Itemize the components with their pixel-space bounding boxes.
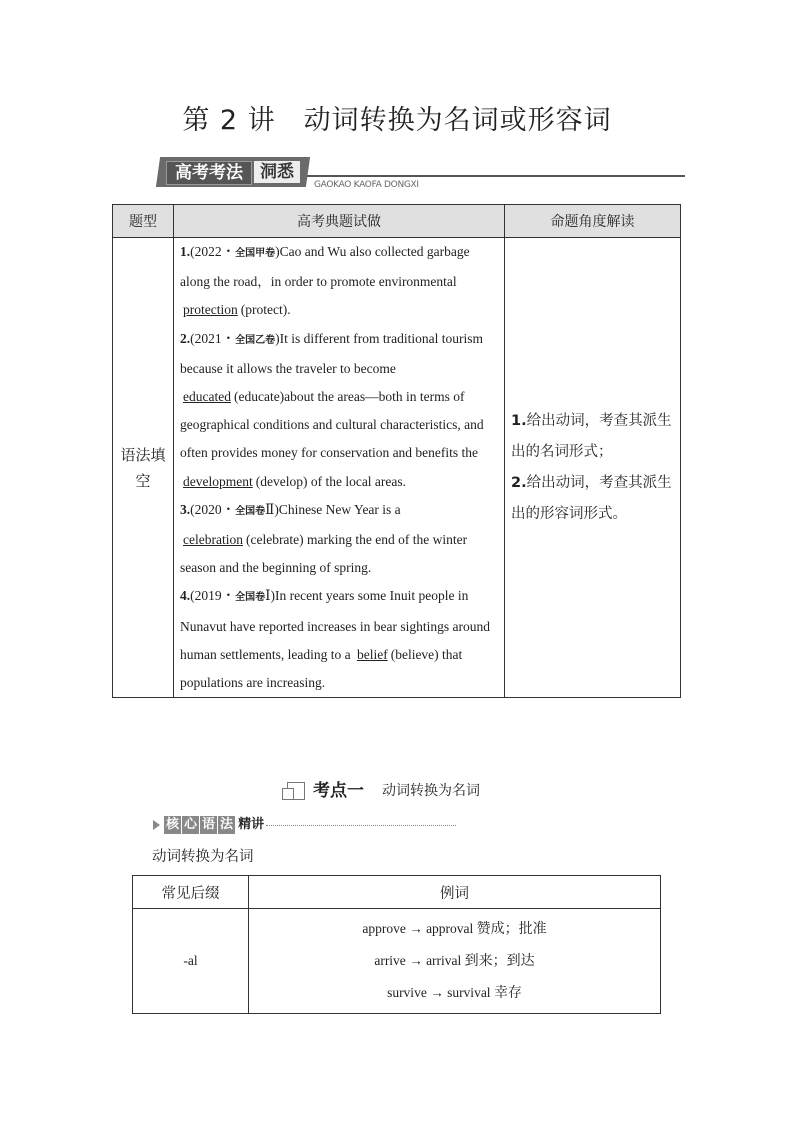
example-text: )It is different from traditional tourism because it allows the traveler to become bbox=[180, 330, 483, 376]
answer-blank: celebration bbox=[183, 532, 243, 548]
header-type: 题型 bbox=[113, 205, 174, 238]
example-number: 4. bbox=[180, 588, 191, 604]
analysis-text: 给出动词，考查其派生出的形容词形式。 bbox=[511, 474, 672, 522]
verb-word: arrive bbox=[374, 953, 406, 968]
example-source: 全国甲卷 bbox=[235, 248, 276, 259]
banner-label-left: 高考考法 bbox=[166, 161, 252, 185]
suffix-row bbox=[133, 909, 661, 1014]
example-text: (develop) of the local areas. bbox=[255, 473, 407, 489]
example-text: (protect). bbox=[240, 302, 291, 318]
word-pair: survive → survival 幸存 bbox=[387, 985, 522, 1001]
example-roman: Ⅱ bbox=[265, 501, 275, 517]
banner-divider bbox=[300, 175, 685, 177]
example-source: 全国卷 bbox=[235, 505, 266, 517]
noun-word: survival bbox=[447, 985, 491, 1000]
word-meaning: 到来；到达 bbox=[464, 953, 535, 969]
word-meaning: 赞成；批准 bbox=[476, 921, 547, 937]
kaodian-label: 考点一 bbox=[313, 781, 364, 802]
banner-pinyin: GAOKAO KAOFA DONGXI bbox=[314, 180, 419, 190]
header-suffix: 常见后缀 bbox=[133, 876, 249, 909]
header-words: 例词 bbox=[249, 876, 661, 909]
example-year: (2020・ bbox=[190, 501, 236, 517]
examples-cell bbox=[174, 238, 505, 698]
word-meaning: 幸存 bbox=[493, 985, 522, 1001]
core-char: 法 bbox=[220, 817, 234, 833]
example-text: )In recent years some Inuit people in Nunavut have reported increases in bear sightings around human settlements, leading to a bbox=[180, 588, 491, 662]
core-char: 心 bbox=[184, 817, 198, 833]
analysis-text: 给出动词，考查其派生出的名词形式； bbox=[511, 412, 672, 460]
example-year: (2022・ bbox=[190, 244, 236, 259]
core-grammar-banner bbox=[153, 815, 456, 835]
example-text: (educate)about the areas—both in terms of geographical conditions and cultural characteristics, and often provides money for conservation and benefits the bbox=[180, 389, 484, 461]
analysis-number: 1. bbox=[511, 412, 527, 429]
example-item bbox=[180, 582, 498, 697]
suffix-table-header bbox=[133, 876, 661, 909]
example-source: 全国乙卷 bbox=[235, 334, 276, 346]
example-text: )Chinese New Year is a bbox=[274, 501, 401, 517]
section-banner bbox=[158, 157, 308, 187]
kaodian-subtitle: 动词转换为名词 bbox=[382, 783, 480, 800]
example-text: (celebrate) marking the end of the winter season and the beginning of spring. bbox=[180, 532, 468, 576]
example-item bbox=[180, 496, 498, 583]
suffix-value: -al bbox=[133, 909, 249, 1014]
core-tail: 精讲 bbox=[238, 817, 265, 833]
analysis-number: 2. bbox=[511, 474, 527, 491]
verb-word: approve bbox=[362, 921, 406, 936]
example-source: 全国卷 bbox=[235, 592, 266, 604]
answer-blank: development bbox=[183, 473, 253, 489]
core-char: 语 bbox=[202, 817, 216, 833]
suffix-examples bbox=[249, 909, 661, 1014]
example-item bbox=[180, 325, 498, 496]
verb-word: survive bbox=[387, 985, 427, 1000]
analysis-cell bbox=[505, 238, 681, 698]
core-char: 核 bbox=[166, 817, 180, 833]
noun-word: approval bbox=[426, 921, 474, 936]
exam-table-row bbox=[113, 238, 681, 698]
example-number: 2. bbox=[180, 330, 191, 346]
exam-table-header bbox=[113, 205, 681, 238]
answer-blank: belief bbox=[356, 646, 388, 662]
example-roman: Ⅰ bbox=[265, 588, 271, 604]
header-examples: 高考典题试做 bbox=[174, 205, 505, 238]
question-type: 语法填空 bbox=[113, 238, 174, 698]
page-title: 第 2 讲 动词转换为名词或形容词 bbox=[182, 105, 612, 136]
example-text: )Cao and Wu also collected garbage along the road，in order to promote environmental bbox=[180, 244, 470, 290]
triangle-right-icon bbox=[153, 820, 160, 830]
word-pair: arrive → arrival 到来；到达 bbox=[374, 953, 535, 969]
kaodian-heading bbox=[287, 779, 480, 803]
example-year: (2021・ bbox=[190, 330, 236, 346]
answer-blank: educated bbox=[183, 389, 231, 405]
square-icon bbox=[287, 782, 305, 800]
word-pair: approve → approval 赞成；批准 bbox=[362, 921, 547, 937]
analysis-item bbox=[511, 406, 674, 468]
banner-label-right: 洞悉 bbox=[254, 161, 300, 183]
example-text: (believe) that populations are increasing. bbox=[180, 646, 463, 691]
analysis-item bbox=[511, 468, 674, 530]
example-item bbox=[180, 238, 498, 325]
header-analysis: 命题角度解读 bbox=[505, 205, 681, 238]
example-number: 3. bbox=[180, 501, 191, 517]
example-year: (2019・ bbox=[190, 588, 236, 604]
suffix-table bbox=[132, 875, 661, 1014]
answer-blank: protection bbox=[183, 302, 238, 318]
example-number: 1. bbox=[180, 244, 191, 259]
exam-table bbox=[112, 204, 681, 698]
noun-word: arrival bbox=[426, 953, 462, 968]
dotted-divider bbox=[266, 825, 456, 826]
section-title: 动词转换为名词 bbox=[152, 849, 254, 865]
